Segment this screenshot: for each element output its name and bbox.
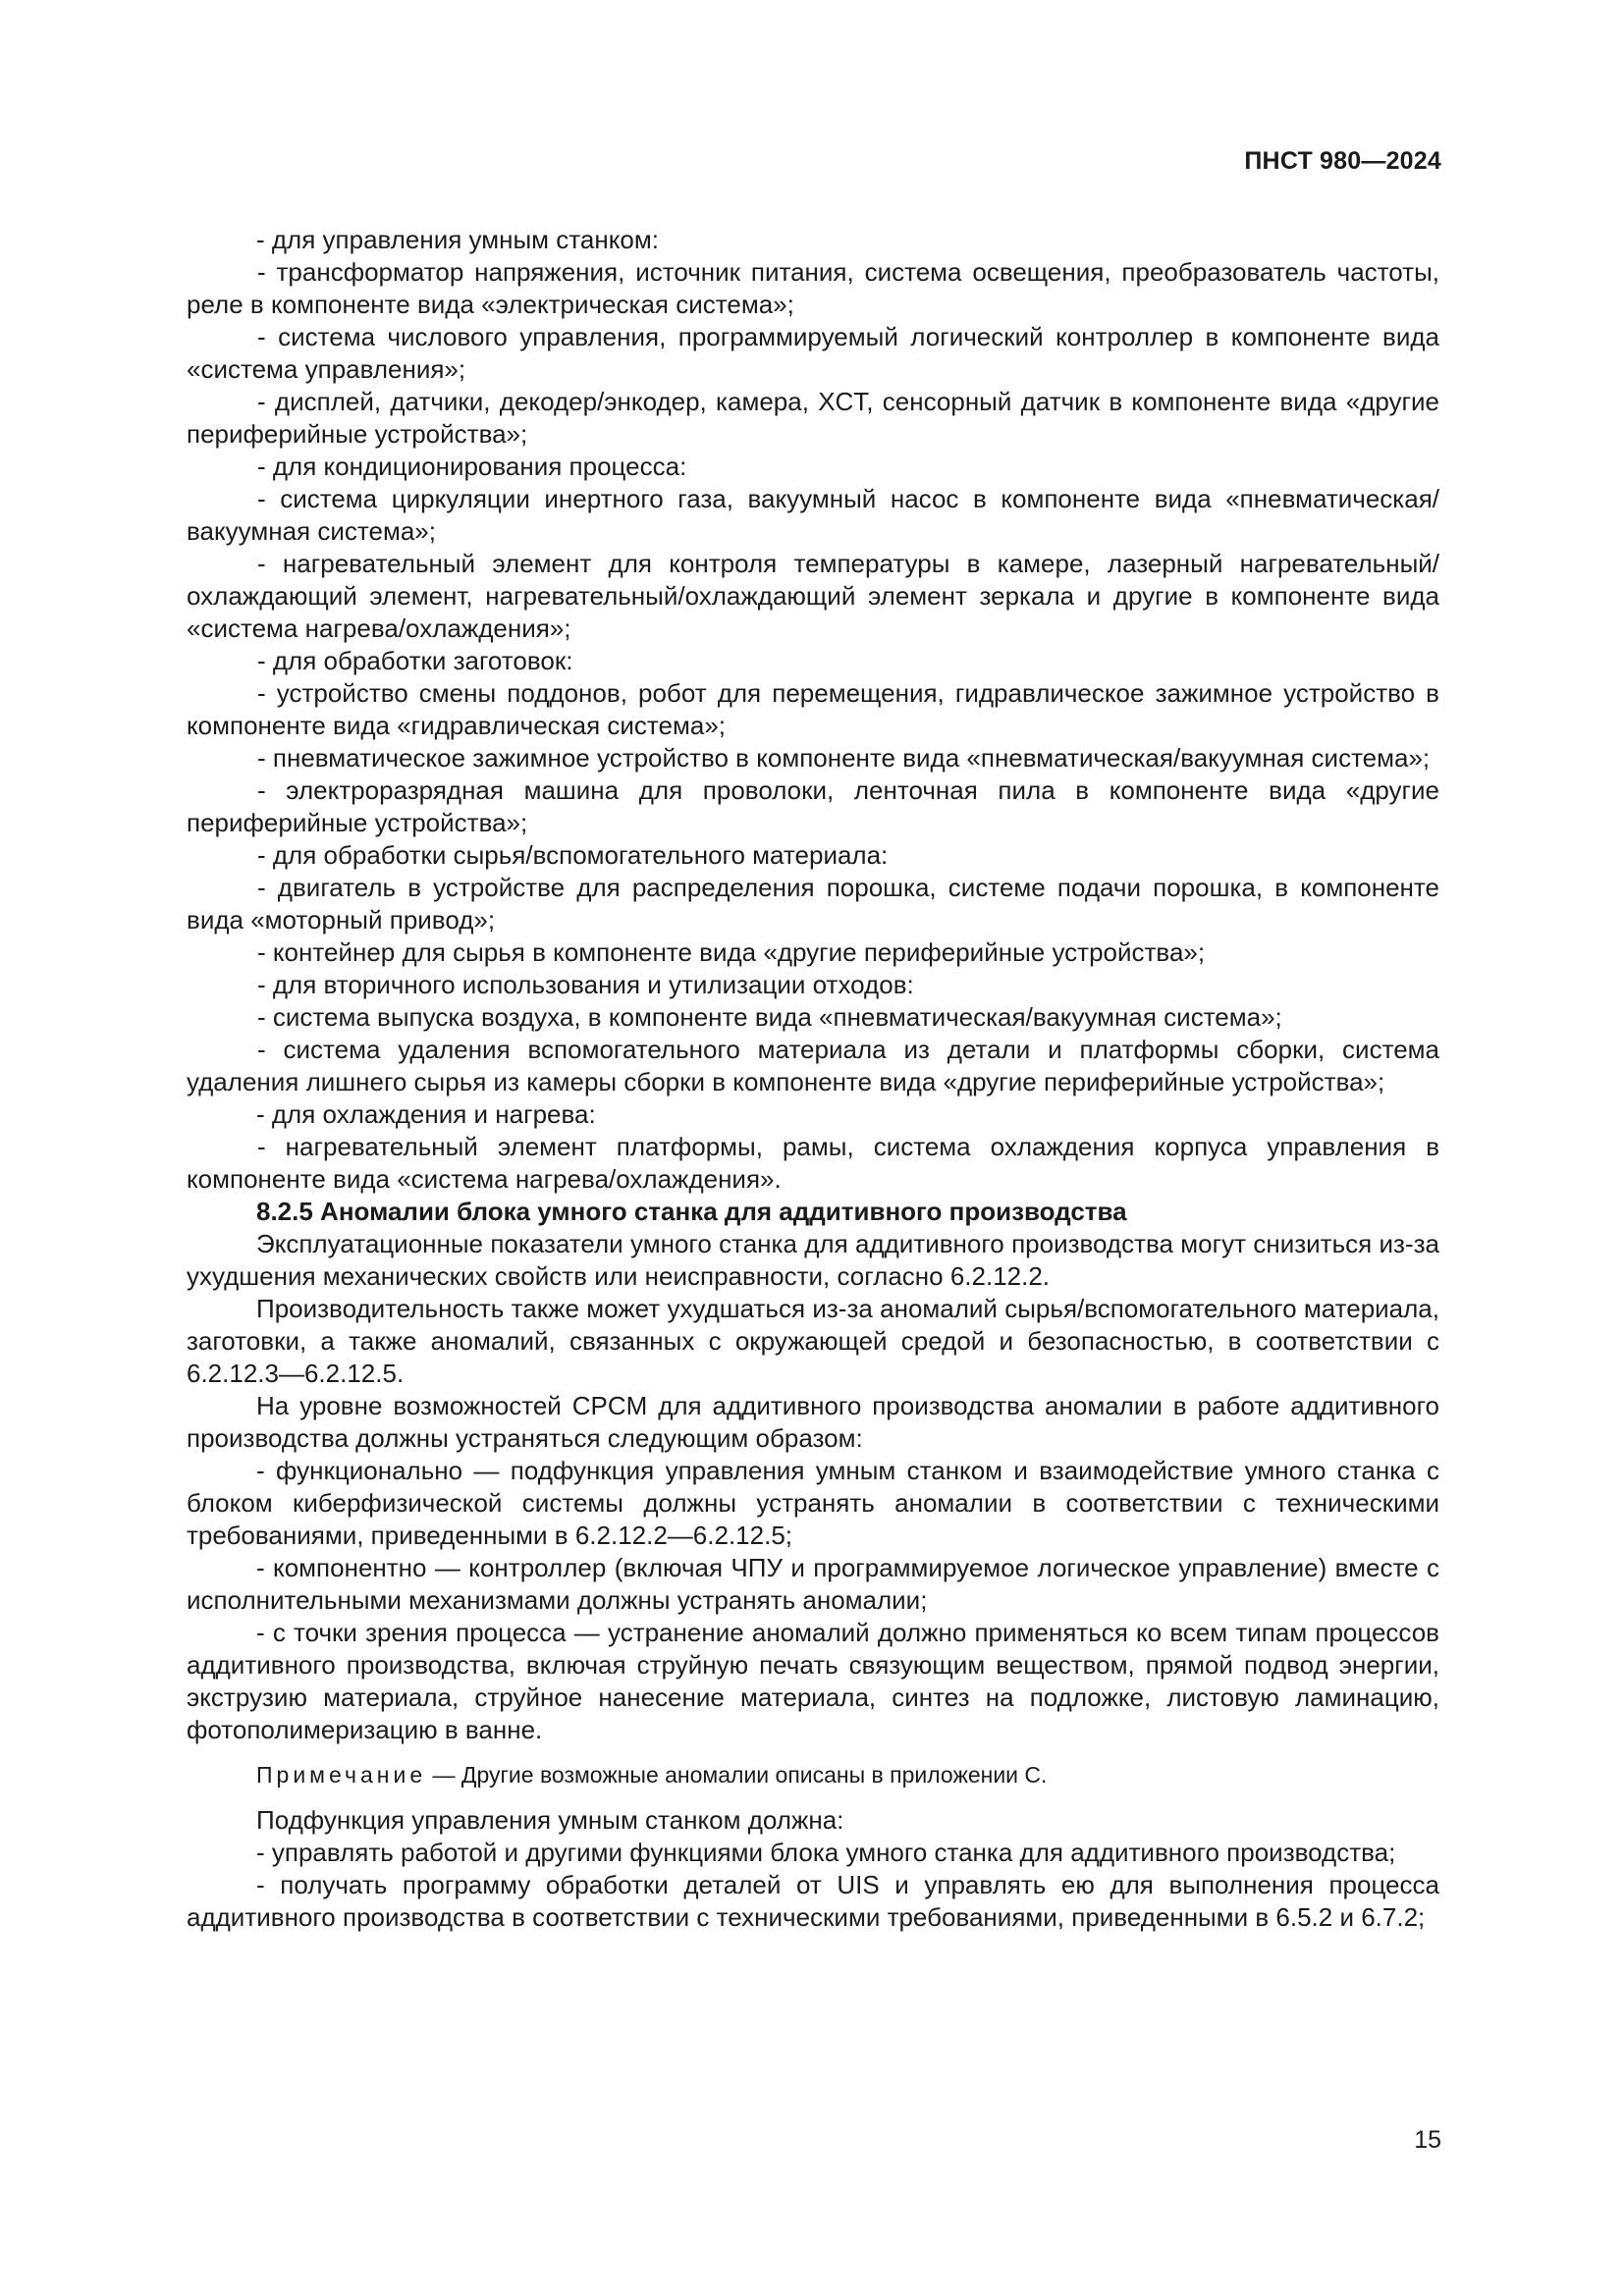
paragraph: - для охлаждения и нагрева: bbox=[256, 1099, 596, 1129]
paragraph: - управлять работой и другими функциями блока умного станка для аддитивного производства; bbox=[256, 1838, 1396, 1867]
note bbox=[187, 1759, 1439, 1791]
section-heading: 8.2.5 Аномалии блока умного станка для аддитивного производства bbox=[256, 1197, 1127, 1226]
paragraph: - компонентно — контроллер (включая ЧПУ и программируемое логическое управление) вместе с исполнительными механизмами должны устранять аномалии; bbox=[187, 1553, 1439, 1615]
paragraph: - электроразрядная машина для проволоки, ленточная пила в компоненте вида «другие периферийные устройства»; bbox=[187, 775, 1439, 837]
after-note-paragraphs bbox=[187, 1804, 1439, 1934]
paragraph: - система выпуска воздуха, в компоненте вида «пневматическая/вакуумная система»; bbox=[257, 1002, 1282, 1032]
document-code: ПНСТ 980—2024 bbox=[1244, 147, 1441, 175]
paragraph: - функционально — подфункция управления умным станком и взаимодействие умного станка с блоком киберфизической системы должны устранять аномалии в соответствии с техническими требованиями, приведенными в 6.2.12.2—6.2.12.5; bbox=[187, 1456, 1439, 1550]
paragraph: - с точки зрения процесса — устранение аномалий должно применяться ко всем типам процессов аддитивного производства, включая струйную печать связующим веществом, прямой подвод энергии, экструзию материала, струйное нанесение материала, синтез на подложке, листовую ламинацию, фотополимеризацию в ванне. bbox=[187, 1618, 1439, 1744]
paragraph: - для обработки сырья/вспомогательного материала: bbox=[257, 840, 889, 870]
paragraph: - для кондиционирования процесса: bbox=[257, 452, 687, 481]
paragraph: - контейнер для сырья в компоненте вида «другие периферийные устройства»; bbox=[257, 937, 1206, 967]
note-text: — Другие возможные аномалии описаны в приложении С. bbox=[432, 1762, 1048, 1788]
body-text bbox=[187, 224, 1439, 1934]
paragraph: - система числового управления, программируемый логический контроллер в компоненте вида «система управления»; bbox=[187, 322, 1439, 384]
paragraph: - система циркуляции инертного газа, вакуумный насос в компоненте вида «пневматическая/вакуумная система»; bbox=[187, 484, 1439, 546]
page-number: 15 bbox=[1414, 2126, 1441, 2154]
paragraph: - нагревательный элемент платформы, рамы, система охлаждения корпуса управления в компоненте вида «система нагрева/охлаждения». bbox=[187, 1132, 1439, 1194]
main-paragraphs bbox=[187, 224, 1439, 1746]
paragraph: - устройство смены поддонов, робот для перемещения, гидравлическое зажимное устройство в компоненте вида «гидравлическая система»; bbox=[187, 678, 1439, 740]
paragraph: Производительность также может ухудшаться из-за аномалий сырья/вспомогательного материала, заготовки, а также аномалий, связанных с окружающей средой и безопасностью, в соответствии с 6.2.12.3—6.2.12.5. bbox=[187, 1294, 1439, 1388]
paragraph: - для управления умным станком: bbox=[256, 225, 659, 254]
paragraph: - нагревательный элемент для контроля температуры в камере, лазерный нагревательный/охлаждающий элемент, нагревательный/охлаждающий элемент зеркала и другие в компоненте вида «система нагрева/охлаждения»; bbox=[187, 549, 1439, 643]
paragraph: Подфункция управления умным станком должна: bbox=[256, 1805, 844, 1835]
paragraph: - для обработки заготовок: bbox=[257, 646, 573, 675]
paragraph: - получать программу обработки деталей от UIS и управлять ею для выполнения процесса аддитивного производства в соответствии с техническими требованиями, приведенными в 6.5.2 и 6.7.2; bbox=[187, 1870, 1439, 1932]
paragraph: - дисплей, датчики, декодер/энкодер, камера, XCT, сенсорный датчик в компоненте вида «другие периферийные устройства»; bbox=[187, 387, 1439, 449]
paragraph: - система удаления вспомогательного материала из детали и платформы сборки, система удаления лишнего сырья из камеры сборки в компоненте вида «другие периферийные устройства»; bbox=[187, 1035, 1439, 1096]
paragraph: - трансформатор напряжения, источник питания, система освещения, преобразователь частоты, реле в компоненте вида «электрическая система»; bbox=[187, 257, 1439, 319]
paragraph: Эксплуатационные показатели умного станка для аддитивного производства могут снизиться из-за ухудшения механических свойств или неисправности, согласно 6.2.12.2. bbox=[187, 1229, 1439, 1291]
paragraph: - для вторичного использования и утилизации отходов: bbox=[257, 970, 914, 999]
note-label: Примечание bbox=[256, 1762, 427, 1788]
paragraph: - двигатель в устройстве для распределения порошка, системе подачи порошка, в компоненте вида «моторный привод»; bbox=[187, 873, 1439, 934]
paragraph: - пневматическое зажимное устройство в компоненте вида «пневматическая/вакуумная система»; bbox=[257, 743, 1431, 773]
paragraph: На уровне возможностей CPCM для аддитивного производства аномалии в работе аддитивного производства должны устраняться следующим образом: bbox=[187, 1391, 1439, 1453]
